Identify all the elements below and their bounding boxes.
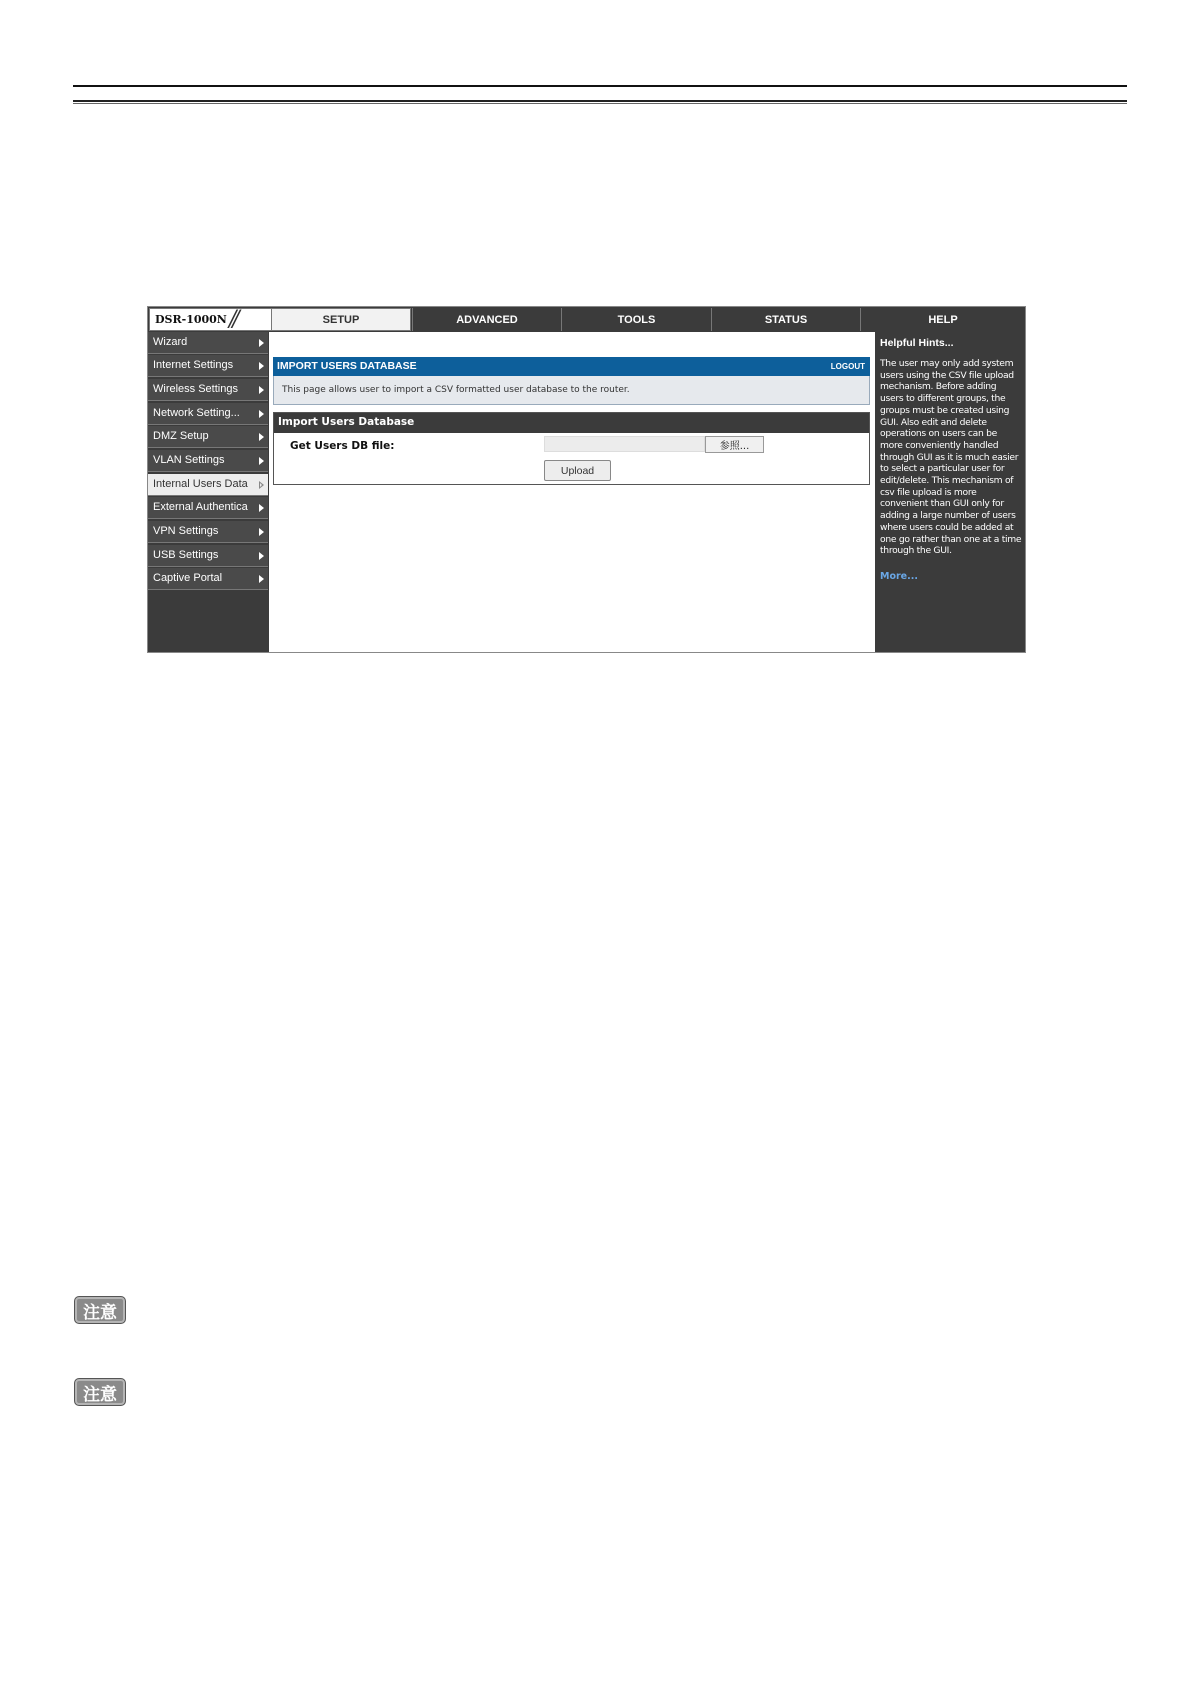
page-description: This page allows user to import a CSV formatted user database to the router. — [282, 385, 630, 395]
help-title: Helpful Hints... — [880, 337, 954, 349]
help-panel — [876, 332, 1025, 652]
brand-slash-decoration: // — [229, 307, 236, 332]
tab-setup[interactable]: SETUP — [271, 308, 411, 331]
sidebar-item-internal-users-data[interactable] — [148, 474, 268, 496]
help-more-link[interactable]: More... — [880, 571, 918, 582]
help-text: The user may only add system users using the CSV file upload mechanism. Before adding users to different groups, the groups must be created using GUI. Also edit and delete operations on users can be more conveniently handled through GUI as it is much easier to select a particular user for edit/delete. This mechanism of csv file upload is more convenient than GUI only for adding a large number of users where users could be added at one go rather than one at a time through the GUI. — [880, 358, 1022, 557]
sidebar-item-label: USB Settings — [153, 549, 219, 561]
sidebar-item-label: VLAN Settings — [153, 454, 225, 466]
arrow-right-icon — [259, 528, 264, 536]
arrow-right-icon — [259, 339, 264, 347]
users-db-file-input[interactable] — [544, 436, 705, 452]
sidebar-item-wireless-settings[interactable] — [148, 379, 268, 401]
sidebar-item-label: Wizard — [153, 336, 188, 348]
header-rule — [73, 85, 1127, 87]
sidebar-item-wizard[interactable] — [148, 332, 268, 354]
sidebar — [148, 332, 268, 652]
sidebar-item-dmz-setup[interactable] — [148, 426, 268, 448]
sidebar-item-label: Internal Users Data — [153, 478, 248, 490]
arrow-right-icon — [259, 575, 264, 583]
top-nav-bar — [148, 307, 1025, 332]
brand-model: DSR-1000N — [155, 313, 227, 326]
arrow-right-icon — [259, 433, 264, 441]
page-title-bar — [273, 357, 870, 376]
sidebar-item-label: External Authentica — [153, 501, 248, 513]
arrow-right-icon — [259, 552, 264, 560]
sidebar-item-usb-settings[interactable] — [148, 545, 268, 567]
note-badge: 注意 — [74, 1378, 126, 1406]
note-badge: 注意 — [74, 1296, 126, 1324]
arrow-right-icon — [259, 410, 264, 418]
page-title: IMPORT USERS DATABASE — [277, 360, 417, 372]
users-db-file-label: Get Users DB file: — [290, 440, 395, 452]
brand-logo — [149, 308, 273, 331]
tab-advanced[interactable]: ADVANCED — [412, 308, 561, 331]
sidebar-item-label: Wireless Settings — [153, 383, 238, 395]
sidebar-item-internet-settings[interactable] — [148, 355, 268, 377]
sidebar-item-external-authentication[interactable] — [148, 497, 268, 519]
sidebar-item-vlan-settings[interactable] — [148, 450, 268, 472]
header-double-rule — [73, 100, 1127, 104]
sidebar-item-label: Internet Settings — [153, 359, 234, 371]
sidebar-item-label: Network Setting... — [153, 407, 240, 419]
main-content — [269, 332, 875, 652]
tab-status[interactable]: STATUS — [711, 308, 860, 331]
import-users-section — [273, 412, 870, 485]
section-header — [274, 413, 869, 433]
sidebar-item-network-settings[interactable] — [148, 403, 268, 425]
sidebar-item-captive-portal[interactable] — [148, 568, 268, 590]
page-description-box — [273, 376, 870, 405]
arrow-right-icon — [259, 362, 264, 370]
tab-help[interactable]: HELP — [860, 308, 1025, 331]
arrow-right-icon — [259, 504, 264, 512]
sidebar-item-label: VPN Settings — [153, 525, 219, 537]
logout-link[interactable]: LOGOUT — [830, 362, 865, 371]
sidebar-item-label: DMZ Setup — [153, 430, 209, 442]
upload-button[interactable]: Upload — [544, 460, 611, 481]
arrow-right-icon — [259, 386, 264, 394]
sidebar-item-vpn-settings[interactable] — [148, 521, 268, 543]
section-title: Import Users Database — [278, 416, 415, 428]
arrow-right-icon — [259, 457, 264, 465]
tab-tools[interactable]: TOOLS — [561, 308, 711, 331]
arrow-right-icon — [259, 481, 264, 489]
sidebar-item-label: Captive Portal — [153, 572, 223, 584]
router-ui-screenshot — [147, 306, 1026, 653]
browse-button[interactable]: 参照... — [705, 436, 764, 453]
